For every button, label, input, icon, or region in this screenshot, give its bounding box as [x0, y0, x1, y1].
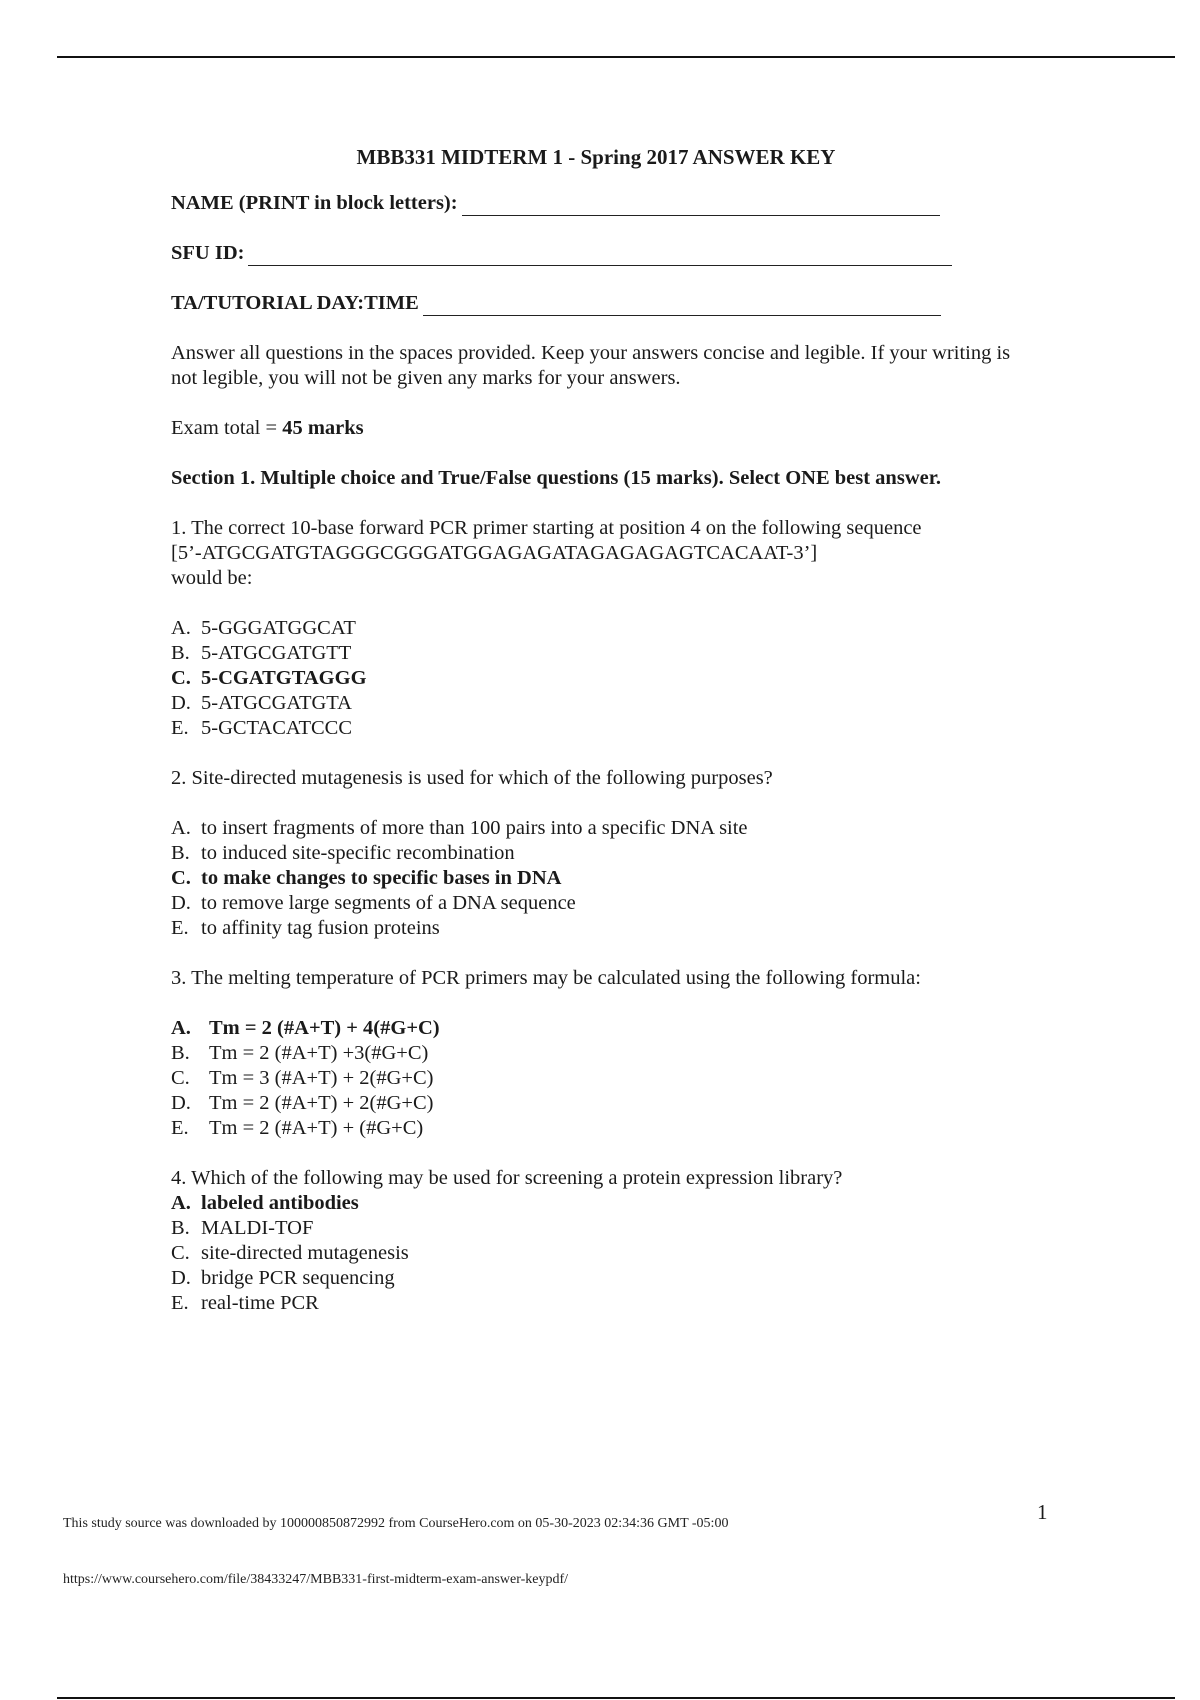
question-3-stem: 3. The melting temperature of PCR primers may be calculated using the following formula:	[171, 967, 921, 989]
option-letter: C.	[171, 867, 191, 889]
option-text: 5-CGATGTAGGG	[201, 667, 367, 689]
q1-option-a	[171, 616, 1031, 641]
q3-option-c	[171, 1066, 1031, 1091]
q4-option-c	[171, 1241, 1031, 1266]
sfu-id-label: SFU ID:	[171, 242, 245, 264]
q3-option-e	[171, 1116, 1031, 1141]
option-text: to make changes to specific bases in DNA	[201, 867, 562, 889]
option-letter: E.	[171, 917, 189, 939]
option-text: Tm = 2 (#A+T) +3(#G+C)	[209, 1042, 429, 1064]
option-letter: D.	[171, 892, 191, 914]
exam-total-prefix: Exam total =	[171, 417, 283, 439]
q1-option-b	[171, 641, 1031, 666]
option-letter: C.	[171, 1242, 190, 1264]
q4-option-b	[171, 1216, 1031, 1241]
option-letter: A.	[171, 1017, 191, 1039]
option-text: 5-ATGCGATGTA	[201, 692, 352, 714]
ta-tutorial-label: TA/TUTORIAL DAY:TIME	[171, 292, 419, 314]
q1-option-c-correct	[171, 666, 1031, 691]
option-text: labeled antibodies	[201, 1192, 359, 1214]
q4-option-a-correct	[171, 1191, 1031, 1216]
option-letter: A.	[171, 617, 191, 639]
q3-option-a-correct	[171, 1016, 1031, 1041]
option-letter: B.	[171, 642, 190, 664]
option-text: real-time PCR	[201, 1292, 319, 1314]
sfu-id-blank	[248, 245, 952, 266]
option-text: MALDI-TOF	[201, 1217, 314, 1239]
option-letter: D.	[171, 1267, 191, 1289]
option-letter: B.	[171, 1042, 190, 1064]
option-text: 5-ATGCGATGTT	[201, 642, 352, 664]
option-letter: C.	[171, 1067, 190, 1089]
q2-option-e	[171, 916, 1031, 941]
option-letter: D.	[171, 692, 191, 714]
download-notice: This study source was downloaded by 100000850872992 from CourseHero.com on 05-30-2023 02:34:36 GMT -05:00	[63, 1516, 729, 1531]
option-text: site-directed mutagenesis	[201, 1242, 409, 1264]
option-letter: B.	[171, 1217, 190, 1239]
option-text: to induced site-specific recombination	[201, 842, 515, 864]
q3-option-d	[171, 1091, 1031, 1116]
option-letter: E.	[171, 717, 189, 739]
name-blank	[462, 195, 940, 216]
instructions: Answer all questions in the spaces provided. Keep your answers concise and legible. If your writing is not legible, you will not be given any marks for your answers.	[171, 342, 1011, 389]
option-text: to affinity tag fusion proteins	[201, 917, 440, 939]
question-1-stem-line1: 1. The correct 10-base forward PCR primer starting at position 4 on the following sequence	[171, 517, 922, 539]
name-label: NAME (PRINT in block letters):	[171, 192, 458, 214]
question-2-stem: 2. Site-directed mutagenesis is used for which of the following purposes?	[171, 767, 773, 789]
option-text: Tm = 2 (#A+T) + 2(#G+C)	[209, 1092, 434, 1114]
q1-option-e	[171, 716, 1031, 741]
option-letter: A.	[171, 817, 191, 839]
q1-option-d	[171, 691, 1031, 716]
page-title: MBB331 MIDTERM 1 - Spring 2017 ANSWER KEY	[356, 145, 836, 169]
option-text: Tm = 2 (#A+T) + (#G+C)	[209, 1117, 424, 1139]
option-letter: E.	[171, 1292, 189, 1314]
option-letter: D.	[171, 1092, 191, 1114]
option-letter: E.	[171, 1117, 189, 1139]
question-1-sequence: [5’-ATGCGATGTAGGGCGGGATGGAGAGATAGAGAGAGTCACAAT-3’]	[171, 542, 818, 564]
exam-total-value: 45 marks	[282, 417, 364, 439]
question-1-stem	[171, 516, 1031, 591]
top-rule	[57, 56, 1175, 58]
q4-option-e	[171, 1291, 1031, 1316]
q2-option-b	[171, 841, 1031, 866]
ta-tutorial-blank	[423, 295, 941, 316]
name-field	[171, 191, 1031, 216]
exam-total	[171, 416, 1031, 441]
option-text: Tm = 3 (#A+T) + 2(#G+C)	[209, 1067, 434, 1089]
option-text: 5-GCTACATCCC	[201, 717, 352, 739]
option-text: Tm = 2 (#A+T) + 4(#G+C)	[209, 1017, 440, 1039]
page-number: 1	[1037, 1500, 1048, 1524]
q2-option-c-correct	[171, 866, 1031, 891]
option-letter: A.	[171, 1192, 191, 1214]
option-text: to remove large segments of a DNA sequence	[201, 892, 576, 914]
source-url[interactable]: https://www.coursehero.com/file/38433247/MBB331-first-midterm-exam-answer-keypdf/	[63, 1572, 569, 1587]
q4-option-d	[171, 1266, 1031, 1291]
bottom-rule	[57, 1697, 1175, 1699]
section-heading: Section 1. Multiple choice and True/False questions (15 marks). Select ONE best answer.	[171, 467, 942, 489]
question-1-stem-line3: would be:	[171, 567, 253, 589]
option-letter: C.	[171, 667, 191, 689]
ta-tutorial-field	[171, 291, 1031, 316]
q2-option-d	[171, 891, 1031, 916]
q2-option-a	[171, 816, 1031, 841]
option-letter: B.	[171, 842, 190, 864]
option-text: to insert fragments of more than 100 pairs into a specific DNA site	[201, 817, 748, 839]
option-text: bridge PCR sequencing	[201, 1267, 395, 1289]
q3-option-b	[171, 1041, 1031, 1066]
question-4-stem: 4. Which of the following may be used for screening a protein expression library?	[171, 1167, 843, 1189]
exam-page	[171, 145, 1031, 1316]
option-text: 5-GGGATGGCAT	[201, 617, 356, 639]
sfu-id-field	[171, 241, 1031, 266]
